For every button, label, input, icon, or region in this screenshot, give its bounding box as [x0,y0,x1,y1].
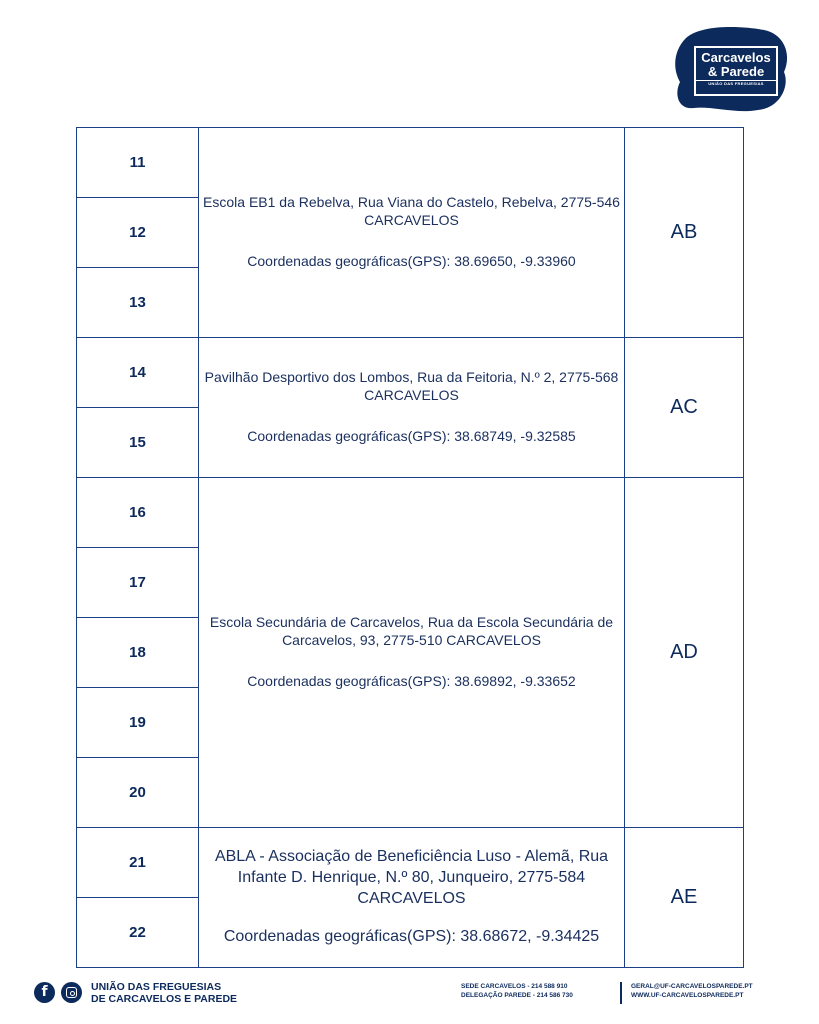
table-row [77,478,744,548]
table-row [77,828,744,898]
delegacao-phone: DELEGAÇÃO PAREDE - 214 586 730 [461,991,573,999]
sede-phone: SEDE CARCAVELOS - 214 588 910 [461,983,568,990]
polling-sections-table [76,127,744,968]
location-gps: Coordenadas geográficas(GPS): 38.69650, -9.33960 [247,253,576,270]
logo-subtitle: & Parede [707,63,765,79]
logo-tagline: UNIÃO DAS FREGUESIAS [696,80,776,86]
logo-title: Carcavelos [701,50,771,65]
table-row [77,338,744,408]
location-gps: Coordenadas geográficas(GPS): 38.68672, -9.34425 [223,928,600,946]
footer-web [631,983,753,1001]
table-number-cell: 18 [77,618,199,688]
table-number-cell: 22 [77,898,199,968]
section-code-cell: AD [625,478,744,828]
section-code-cell: AB [625,128,744,338]
table-row [77,128,744,198]
table-number-cell: 16 [77,478,199,548]
org-line-2: DE CARCAVELOS E PAREDE [91,993,238,1006]
table-number-cell: 21 [77,828,199,898]
location-cell [199,128,625,338]
location-cell [199,828,625,968]
table-number-cell: 11 [77,128,199,198]
table-number-cell: 12 [77,198,199,268]
footer-divider [620,982,622,1004]
logo-frame [694,46,778,96]
table-number-cell: 17 [77,548,199,618]
website-link[interactable]: WWW.UF-CARCAVELOSPAREDE.PT [631,991,744,999]
table-number-cell: 19 [77,688,199,758]
location-address: ABLA - Associação de Beneficiência Luso - Alemã, Rua Infante D. Henrique, N.º 80, Junqueiro, 2775-584 CARCAVELOS [214,847,609,907]
table-number-cell: 20 [77,758,199,828]
org-line-1: UNIÃO DAS FREGUESIAS [91,981,222,993]
table-number-cell: 15 [77,408,199,478]
page-footer [0,974,819,1014]
location-gps: Coordenadas geográficas(GPS): 38.68749, -9.32585 [247,428,576,445]
section-code-cell: AE [625,828,744,968]
location-address: Escola Secundária de Carcavelos, Rua da Escola Secundária de Carcavelos, 93, 2775-510 CARCAVELOS [209,614,614,648]
email-link[interactable]: GERAL@UF-CARCAVELOSPAREDE.PT [631,983,753,990]
location-address: Escola EB1 da Rebelva, Rua Viana do Castelo, Rebelva, 2775-546 CARCAVELOS [203,194,620,228]
facebook-icon[interactable]: f [34,982,55,1003]
location-gps: Coordenadas geográficas(GPS): 38.69892, -9.33652 [247,673,576,690]
footer-organization [91,981,237,1005]
logo [672,24,790,112]
instagram-icon[interactable] [61,982,82,1003]
footer-phones [461,983,573,1001]
table-number-cell: 14 [77,338,199,408]
section-code-cell: AC [625,338,744,478]
location-cell [199,478,625,828]
location-address: Pavilhão Desportivo dos Lombos, Rua da Feitoria, N.º 2, 2775-568 CARCAVELOS [204,369,619,403]
location-cell [199,338,625,478]
table-number-cell: 13 [77,268,199,338]
